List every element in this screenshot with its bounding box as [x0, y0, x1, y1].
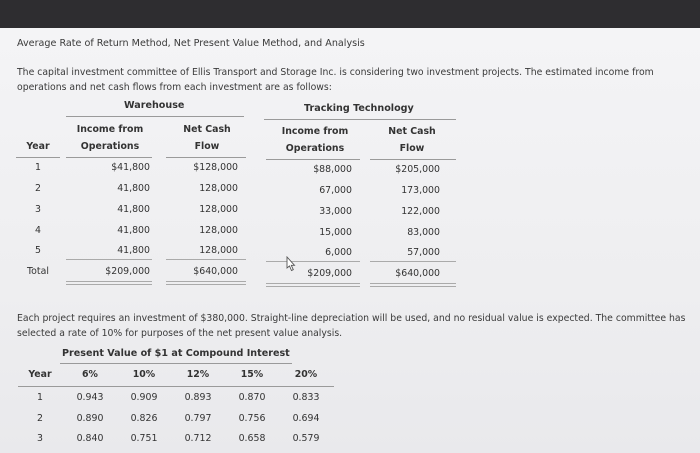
pv-cell: 0.579	[292, 433, 320, 444]
header-w-income-line1: Income from	[76, 124, 144, 135]
pv-cell-year: 1	[37, 392, 43, 403]
pv-header-underline	[18, 386, 334, 387]
row-year: 4	[35, 225, 41, 236]
requirement-text: Each project requires an investment of $380,000. Straight-line depreciation will be used, and no residual value is expected. The committee has selected a rate of 10% for purposes of the net present value analysis.	[17, 313, 686, 339]
total-double-rule	[66, 281, 152, 282]
t-income-cell: 67,000	[319, 185, 352, 196]
page-title: Average Rate of Return Method, Net Present Value Method, and Analysis	[17, 38, 365, 49]
w-cash-cell: 128,000	[199, 204, 238, 215]
pv-header-rate: 6%	[82, 369, 98, 380]
header-underline-t-cash	[370, 159, 456, 160]
pv-cell: 0.712	[184, 433, 212, 444]
pv-header-rate: 10%	[132, 369, 156, 380]
t-cash-cell: 57,000	[407, 247, 440, 258]
pv-title-underline	[60, 363, 292, 364]
header-w-cash-line1: Net Cash	[183, 124, 231, 135]
t-income-cell: 33,000	[319, 206, 352, 217]
header-t-income-line1: Income from	[281, 126, 349, 137]
w-cash-total: $640,000	[193, 266, 238, 277]
t-cash-total: $640,000	[395, 268, 440, 279]
header-w-cash-line2: Flow	[194, 141, 220, 152]
pv-cell: 0.826	[130, 413, 158, 424]
t-cash-cell: $205,000	[395, 164, 440, 175]
w-income-cell: 41,800	[117, 245, 150, 256]
subtotal-rule	[266, 261, 360, 262]
total-double-rule	[370, 283, 456, 284]
total-double-rule	[370, 286, 456, 287]
pv-cell: 0.893	[184, 392, 212, 403]
pv-cell: 0.890	[76, 413, 104, 424]
pv-cell: 0.840	[76, 433, 104, 444]
group-tracking: Tracking Technology	[304, 103, 414, 114]
header-t-cash-line1: Net Cash	[388, 126, 436, 137]
pv-header-rate: 20%	[294, 369, 318, 380]
header-underline-w-cash	[166, 157, 246, 158]
pv-table-title: Present Value of $1 at Compound Interest	[62, 348, 290, 359]
total-double-rule	[166, 281, 246, 282]
row-year: 3	[35, 204, 41, 215]
t-cash-cell: 83,000	[407, 227, 440, 238]
w-cash-cell: 128,000	[199, 245, 238, 256]
pv-cell: 0.797	[184, 413, 212, 424]
pv-cell-year: 2	[37, 413, 43, 424]
header-underline-t-income	[266, 159, 360, 160]
w-income-cell: 41,800	[117, 204, 150, 215]
w-cash-cell: $128,000	[193, 162, 238, 173]
subtotal-rule	[66, 259, 152, 260]
pv-cell: 0.870	[238, 392, 266, 403]
group-warehouse: Warehouse	[124, 100, 185, 111]
w-income-cell: $41,800	[111, 162, 150, 173]
total-label: Total	[27, 266, 49, 277]
header-year: Year	[26, 141, 50, 152]
subtotal-rule	[166, 259, 246, 260]
pv-cell: 0.943	[76, 392, 104, 403]
header-underline-year	[16, 157, 60, 158]
w-income-cell: 41,800	[117, 225, 150, 236]
t-income-total: $209,000	[307, 268, 352, 279]
row-year: 2	[35, 183, 41, 194]
intro-text: The capital investment committee of Ellis Transport and Storage Inc. is considering two investment projects. The estimated income from operations and net cash flows from each investment are as follows:	[17, 67, 654, 93]
header-underline-w-income	[66, 157, 152, 158]
w-cash-cell: 128,000	[199, 225, 238, 236]
w-income-cell: 41,800	[117, 183, 150, 194]
pv-cell: 0.909	[130, 392, 158, 403]
total-double-rule	[266, 286, 360, 287]
t-cash-cell: 122,000	[401, 206, 440, 217]
pv-cell: 0.833	[292, 392, 320, 403]
pv-cell: 0.658	[238, 433, 266, 444]
header-t-cash-line2: Flow	[399, 143, 425, 154]
mouse-pointer-icon	[284, 256, 298, 272]
t-income-cell: 15,000	[319, 227, 352, 238]
t-income-cell: $88,000	[313, 164, 352, 175]
pv-header-year: Year	[28, 369, 52, 380]
total-double-rule	[66, 284, 152, 285]
pv-cell: 0.751	[130, 433, 158, 444]
t-cash-cell: 173,000	[401, 185, 440, 196]
w-income-total: $209,000	[105, 266, 150, 277]
pv-header-rate: 12%	[186, 369, 210, 380]
pv-cell-year: 3	[37, 433, 43, 444]
pv-cell: 0.756	[238, 413, 266, 424]
header-t-income-line2: Operations	[285, 143, 345, 154]
group-tracking-underline	[264, 119, 456, 120]
t-income-cell: 6,000	[325, 247, 352, 258]
header-w-income-line2: Operations	[80, 141, 140, 152]
row-year: 5	[35, 245, 41, 256]
subtotal-rule	[370, 261, 456, 262]
total-double-rule	[166, 284, 246, 285]
document-page	[0, 28, 700, 453]
pv-cell: 0.694	[292, 413, 320, 424]
w-cash-cell: 128,000	[199, 183, 238, 194]
group-warehouse-underline	[66, 116, 244, 117]
total-double-rule	[266, 283, 360, 284]
row-year: 1	[35, 162, 41, 173]
pv-header-rate: 15%	[240, 369, 264, 380]
